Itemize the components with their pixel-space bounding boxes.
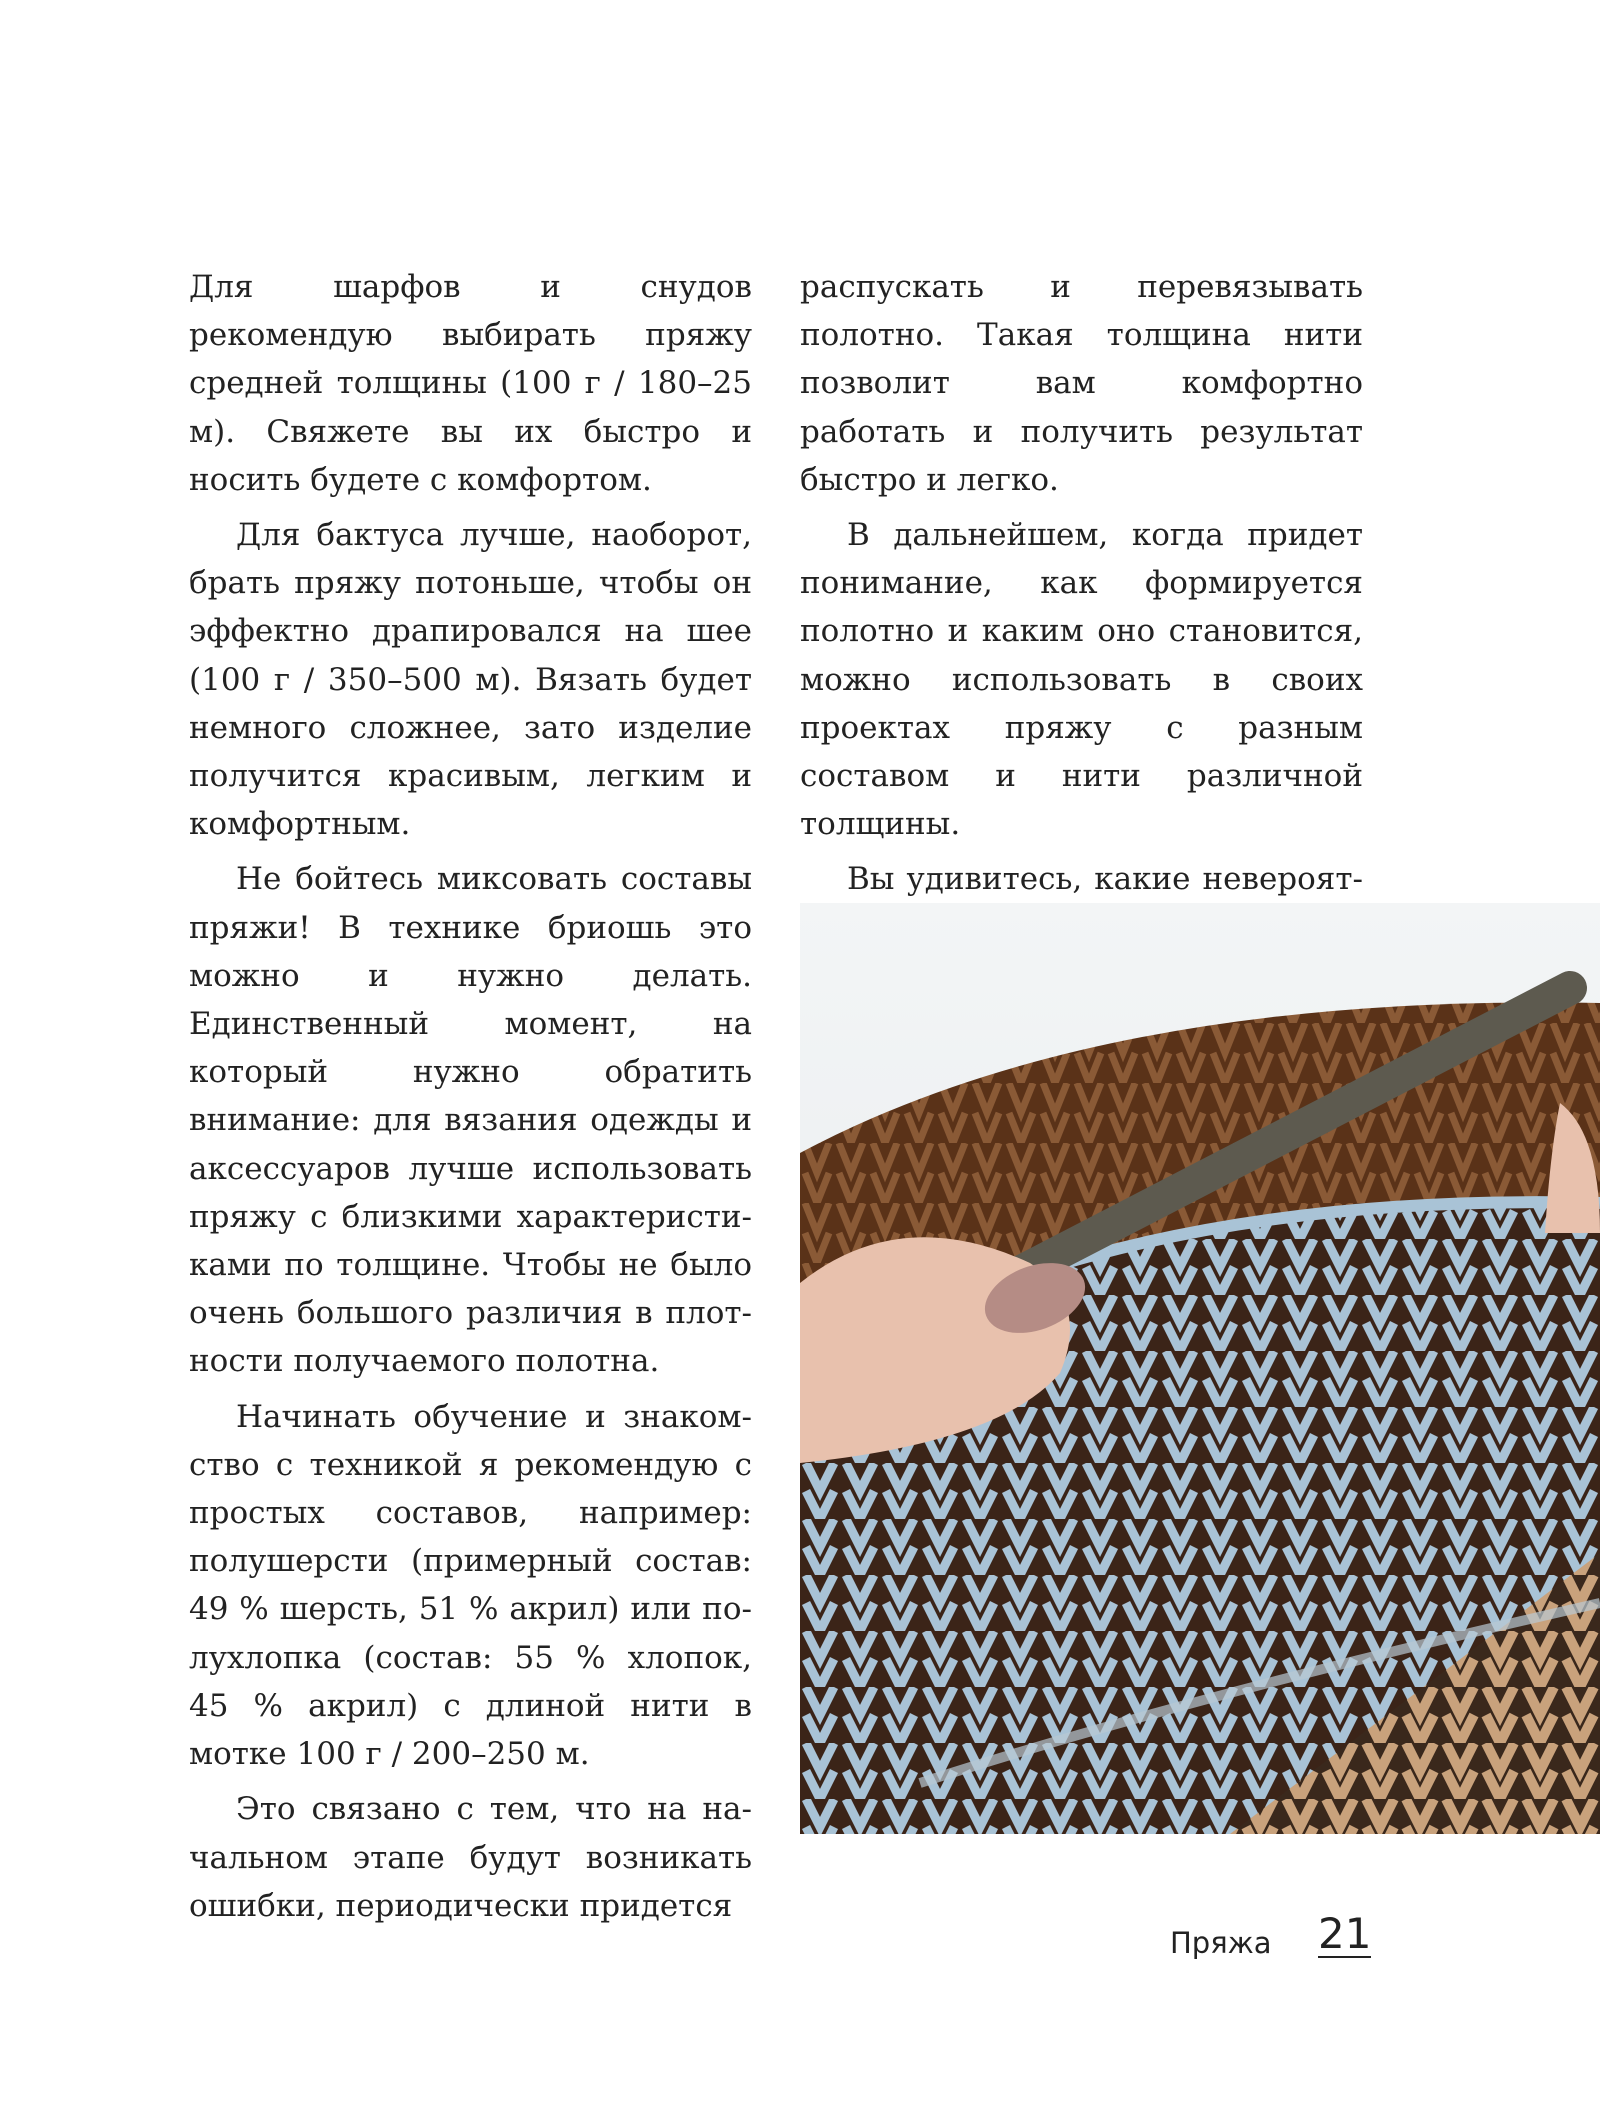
section-label: Пряжа	[1170, 1926, 1272, 1960]
paragraph: Вы удивитесь, какие невероят	[847, 861, 1363, 898]
paragraph: В дальнейшем, когда придет понимание, как формируется полотно и каким оно становится, можно использовать в своих проектах пряжу с разным составом и нити различной толщины.	[800, 517, 1363, 843]
paragraph: Не бойтесь миксовать составы пряжи! В технике бриошь это можно и нужно делать. Единственный момент, на который нужно обратить внимание: для вязания одежды и аксессуаров лучше использовать пряжу с близкими характеристиками по толщине. Чтобы не было очень большого различия в плотности получаемого полотна.	[189, 861, 752, 1380]
paragraph: Для бактуса лучше, наоборот, брать пряжу потоньше, чтобы он эффектно драпировался на шее (100 г / 350–500 м). Вязать будет немного сложнее, зато изделие получится красивым, легким и комфортным.	[189, 517, 752, 843]
knitting-photo	[800, 903, 1600, 1834]
paragraph: Для шарфов и снудов рекомендую выбирать пряжу средней толщины (100 г / 180–25 м). Свяжете вы их быстро и носить будете с комфортом.	[189, 269, 752, 498]
right-text-column	[800, 263, 1363, 1007]
paragraph: распускать и перевязывать полотно. Такая толщина нити позволит вам комфортно работать и получить результат быстро и легко.	[800, 269, 1363, 498]
page-number: 21	[1318, 1909, 1372, 1958]
paragraph: Это связано с тем, что на начальном этапе будут возникать ошибки, периодически придется	[189, 1791, 752, 1924]
left-text-column	[189, 263, 752, 1937]
paragraph: Начинать обучение и знакомство с техникой я рекомендую с простых составов, например: полушерсти (примерный состав: 49 % шерсть, 51 % акрил) или полухлопка (состав: 55 % хлопок, 45 % акрил) с длиной нити в мотке 100 г / 200–250 м.	[189, 1398, 752, 1773]
